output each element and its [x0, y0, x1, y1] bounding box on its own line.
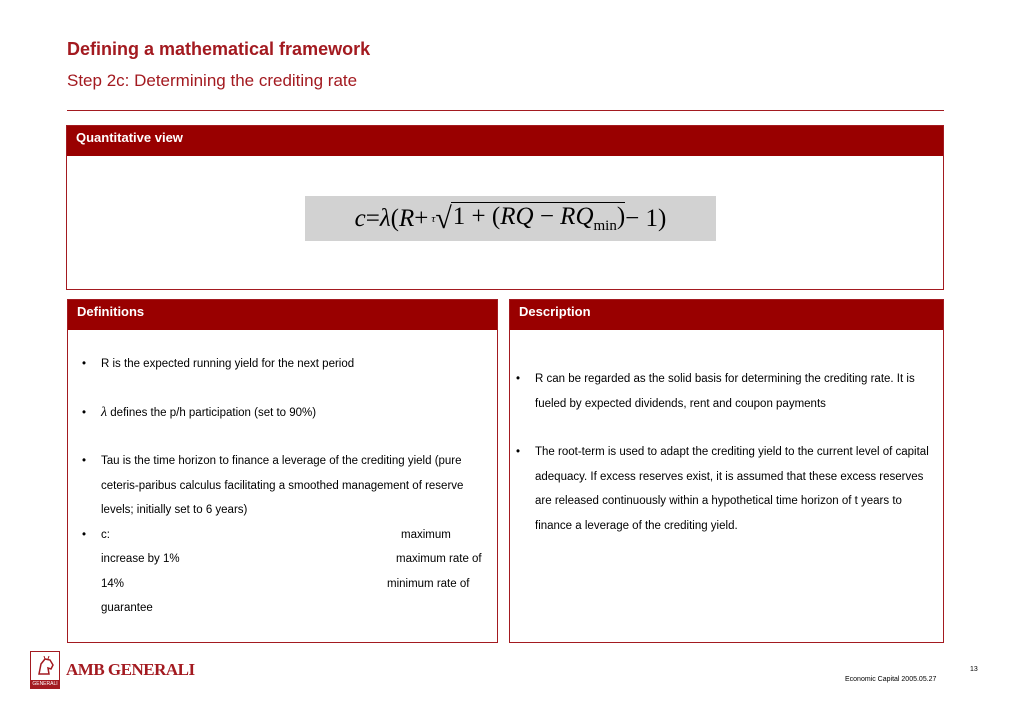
description-panel [509, 299, 944, 643]
definition-item-tau: • Tau is the time horizon to finance a leverage of the crediting yield (pure ceteris-paribus calculus facilitating a smoothed management of reserve levels; initially set to 6 years) [82, 449, 482, 523]
c-row-4 [101, 596, 482, 621]
quantitative-view-header: Quantitative view [67, 126, 943, 156]
lion-shape-icon [36, 656, 56, 678]
formula-min-subscript: min [593, 218, 617, 234]
c-max-rate: maximum rate of [396, 553, 482, 565]
formula-r: R [399, 204, 415, 232]
c-row-1 [101, 523, 482, 548]
generali-lion-icon [30, 651, 60, 689]
formula-open-paren: ( [390, 204, 399, 232]
c-percent: 14% [101, 577, 125, 590]
formula-close-paren: ) [616, 203, 626, 230]
description-item-r: • R can be regarded as the solid basis for determining the crediting rate. It is fueled by expected dividends, rent and coupon payments [516, 367, 941, 416]
description-list [516, 367, 941, 538]
company-logo [30, 650, 195, 690]
c-increase: increase by 1% [101, 553, 180, 565]
description-header: Description [510, 300, 943, 330]
formula-root-plus: + ( [465, 203, 501, 230]
c-row-3 [101, 572, 482, 597]
formula-rq-min: RQ [560, 203, 594, 230]
c-label: • c: [101, 528, 110, 541]
formula-one: 1 [452, 203, 466, 230]
formula-c: c [354, 204, 366, 232]
quantitative-view-panel [66, 125, 944, 290]
description-item-root-term: • The root-term is used to adapt the crediting yield to the current level of capital adequacy. If excess reserves exist, it is assumed that these excess reserves are released continuously within a hypothetical time horizon of t years to finance a leverage of the crediting yield. [516, 440, 941, 538]
title-divider [67, 110, 944, 111]
c-guarantee: guarantee [101, 602, 153, 614]
lambda-definition-text: defines the p/h participation (set to 90%) [107, 406, 317, 419]
footer-doc-label: Economic Capital 2005.05.27 [845, 676, 937, 683]
formula-lambda: λ [379, 204, 391, 232]
c-min-rate: minimum rate of [387, 577, 470, 590]
radical-sign-icon: √ [435, 201, 452, 235]
logo-mark-label: GENERALI [32, 681, 58, 687]
definitions-list [82, 352, 482, 621]
c-row-2 [101, 547, 482, 572]
formula-tau: τ [431, 212, 436, 225]
definition-item-c [82, 523, 482, 621]
formula-radicand [451, 202, 625, 235]
formula-minus-one: − 1) [625, 204, 667, 232]
page-subtitle: Step 2c: Determining the crediting rate [67, 71, 358, 90]
definitions-panel [67, 299, 498, 643]
logo-wordmark: AMB GENERALI [66, 660, 195, 679]
lambda-symbol: λ [101, 404, 108, 420]
formula-equals: = [365, 204, 380, 232]
formula-plus: + [414, 204, 429, 232]
definition-item-r: • R is the expected running yield for the next period [82, 352, 482, 377]
formula-rq: RQ [500, 203, 534, 230]
page-title: Defining a mathematical framework [67, 39, 371, 59]
definitions-header: Definitions [68, 300, 497, 330]
crediting-rate-formula [305, 196, 716, 241]
page-number: 13 [970, 666, 978, 673]
formula-minus: − [533, 203, 561, 230]
definition-item-lambda [82, 401, 482, 426]
c-maximum: maximum [401, 528, 451, 541]
